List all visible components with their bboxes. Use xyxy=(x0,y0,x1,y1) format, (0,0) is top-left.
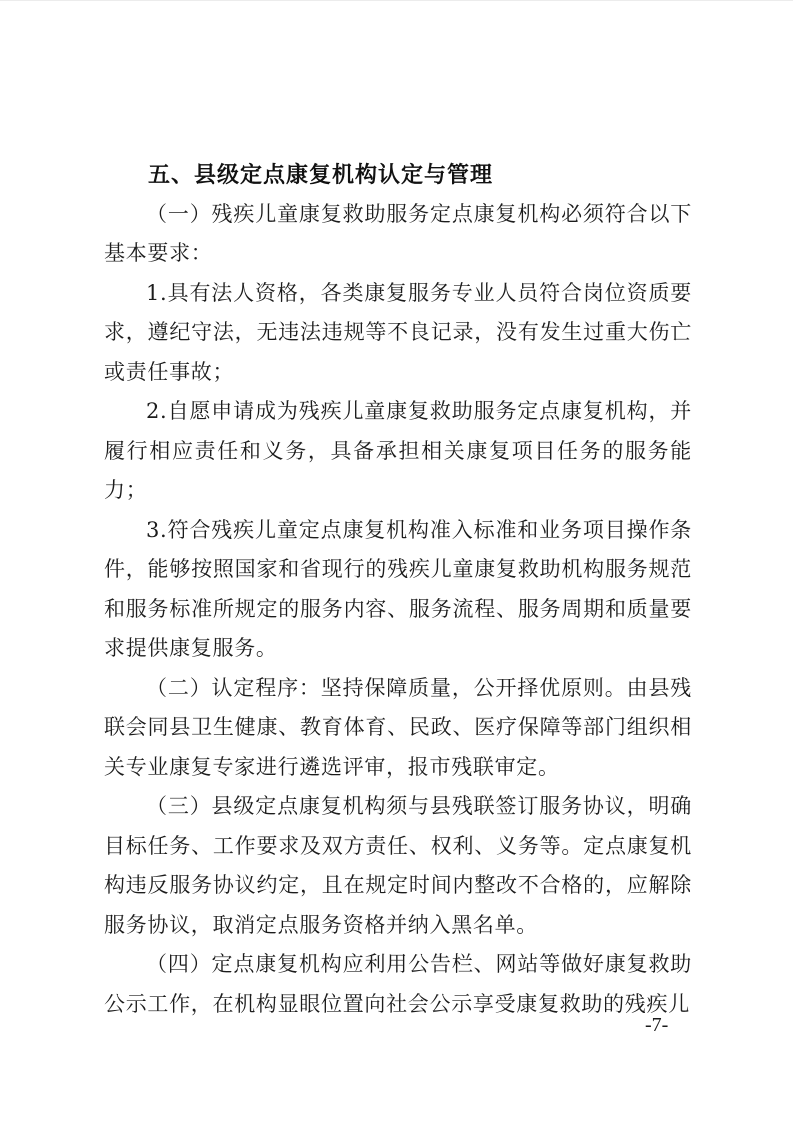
paragraph-requirement-1: 1.具有法人资格，各类康复服务专业人员符合岗位资质要求，遵纪守法，无违法违规等不良记录，没有发生过重大伤亡或责任事故； xyxy=(104,280,692,384)
paragraph-accreditation-procedure: （二）认定程序：坚持保障质量，公开择优原则。由县残联会同县卫生健康、教育体育、民政、医疗保障等部门组织相关专业康复专家进行遴选评审，报市残联审定。 xyxy=(104,675,692,779)
page-number: -7- xyxy=(645,1014,669,1036)
paragraph-basic-requirements-intro: （一）残疾儿童康复救助服务定点康复机构必须符合以下基本要求： xyxy=(104,201,692,265)
document-page xyxy=(0,1,793,1123)
paragraph-requirement-2: 2.自愿申请成为残疾儿童康复救助服务定点康复机构，并履行相应责任和义务，具备承担相关康复项目任务的服务能力； xyxy=(104,399,692,502)
section-heading: 五、县级定点康复机构认定与管理 xyxy=(148,162,494,187)
paragraph-public-disclosure: （四）定点康复机构应利用公告栏、网站等做好康复救助公示工作，在机构显眼位置向社会公示享受康复救助的残疾儿 xyxy=(104,952,692,1016)
paragraph-service-agreement: （三）县级定点康复机构须与县残联签订服务协议，明确目标任务、工作要求及双方责任、权利、义务等。定点康复机构违反服务协议约定，且在规定时间内整改不合格的，应解除服务协议，取消定点服务资格并纳入黑名单。 xyxy=(104,794,692,937)
document-body xyxy=(104,155,692,1024)
paragraph-requirement-3: 3.符合残疾儿童定点康复机构准入标准和业务项目操作条件，能够按照国家和省现行的残疾儿童康复救助机构服务规范和服务标准所规定的服务内容、服务流程、服务周期和质量要求提供康复服务。 xyxy=(104,517,692,660)
